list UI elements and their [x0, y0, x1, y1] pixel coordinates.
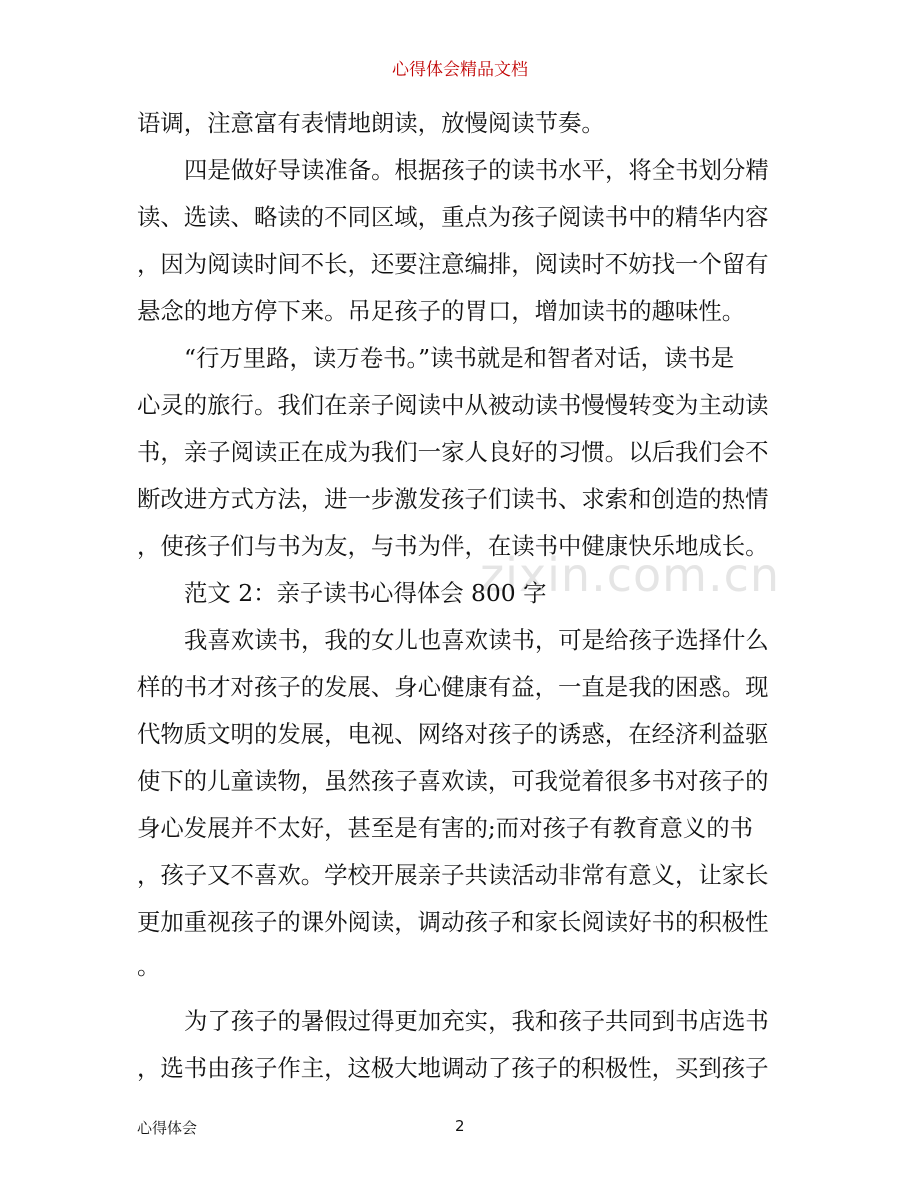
text-line: ，选书由孩子作主，这极大地调动了孩子的积极性，买到孩子	[137, 1054, 769, 1082]
text-line: 更加重视孩子的课外阅读，调动孩子和家长阅读好书的积极性	[137, 908, 769, 936]
text-line: 身心发展并不太好，甚至是有害的;而对孩子有教育意义的书	[137, 814, 754, 842]
text-line: 。	[137, 952, 161, 980]
text-line: 样的书才对孩子的发展、身心健康有益，一直是我的困惑。现	[137, 673, 769, 701]
text-line: 心灵的旅行。我们在亲子阅读中从被动读书慢慢转变为主动读	[137, 391, 769, 419]
paragraph-start-line: “行万里路，读万卷书。”读书就是和智者对话，读书是	[184, 344, 735, 372]
page-number: 2	[455, 1117, 465, 1135]
text-line: 语调，注意富有表情地朗读，放慢阅读节奏。	[137, 109, 605, 137]
text-line: 悬念的地方停下来。吊足孩子的胃口，增加读书的趣味性。	[137, 297, 746, 325]
document-body	[137, 100, 789, 1092]
watermark: zixin.com.cn	[480, 548, 781, 602]
text-line: ，孩子又不喜欢。学校开展亲子共读活动非常有意义，让家长	[137, 861, 769, 889]
text-line: 书，亲子阅读正在成为我们一家人良好的习惯。以后我们会不	[137, 438, 769, 466]
paragraph-start-line: 我喜欢读书，我的女儿也喜欢读书，可是给孩子选择什么	[184, 626, 769, 654]
text-line: 使下的儿童读物，虽然孩子喜欢读，可我觉着很多书对孩子的	[137, 767, 769, 795]
page-header-title: 心得体会精品文档	[392, 60, 528, 80]
section-heading: 范文 2：亲子读书心得体会 800 字	[184, 579, 547, 607]
text-line: 断改进方式方法，进一步激发孩子们读书、求索和创造的热情	[137, 485, 769, 513]
text-line: ，使孩子们与书为友，与书为伴，在读书中健康快乐地成长。	[137, 532, 769, 560]
paragraph-start-line: 四是做好导读准备。根据孩子的读书水平，将全书划分精	[184, 156, 769, 184]
text-line: ，因为阅读时间不长，还要注意编排，阅读时不妨找一个留有	[137, 250, 769, 278]
text-line: 读、选读、略读的不同区域，重点为孩子阅读书中的精华内容	[137, 203, 769, 231]
paragraph-start-line: 为了孩子的暑假过得更加充实，我和孩子共同到书店选书	[184, 1007, 769, 1035]
text-line: 代物质文明的发展，电视、网络对孩子的诱惑，在经济利益驱	[137, 720, 769, 748]
footer-label: 心得体会	[137, 1119, 198, 1137]
